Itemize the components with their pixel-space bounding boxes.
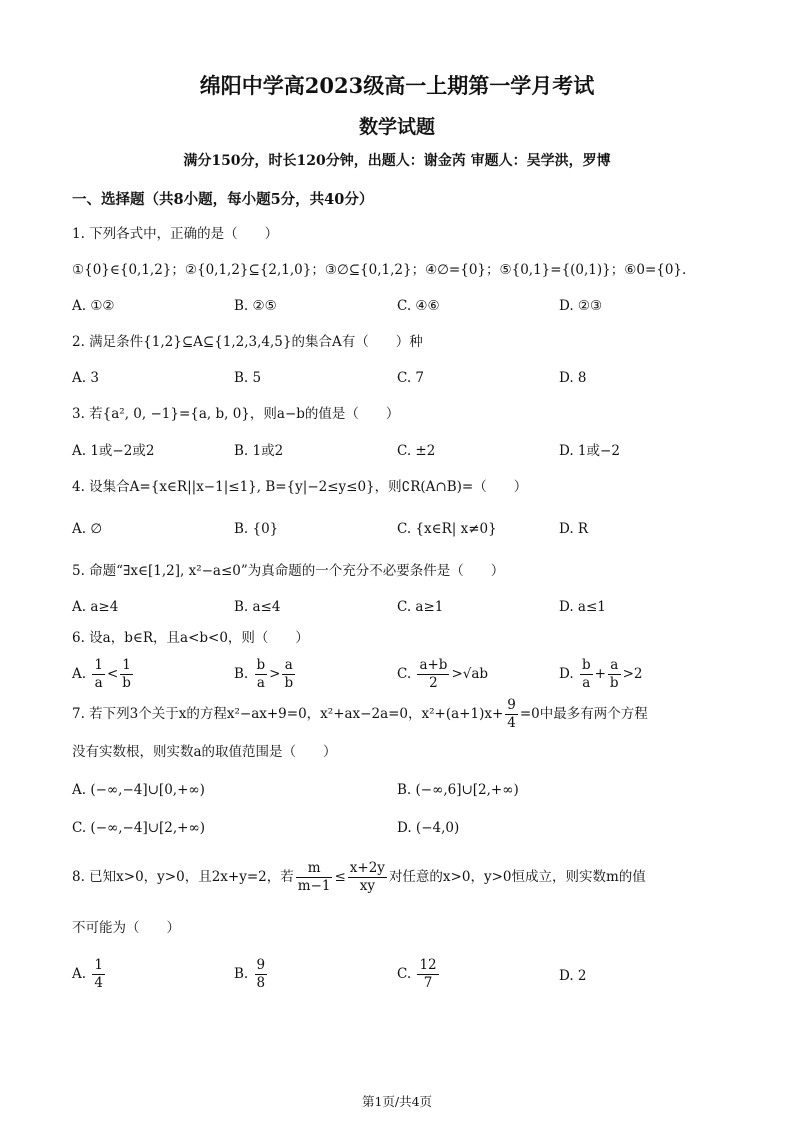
operator: < [106,666,119,682]
fraction-numerator: 12 [419,957,437,973]
fraction-numerator: b [581,657,591,673]
question-2-option-b: B. 5 [234,370,262,386]
question-8-stem [72,860,646,895]
fraction-denominator: a [582,675,591,691]
exam-subject: 数学试题 [358,116,435,138]
question-8-option-d: D. 2 [559,968,587,984]
option-label: C. [397,666,412,682]
question-4-stem: 4. 设集合A={x∈R||x−1|≤1}, B={y|−2≤y≤0}，则∁R(A∩B)=（ ） [72,479,528,495]
fraction [255,657,268,692]
operator: + [594,666,606,682]
fraction-denominator: 4 [94,975,103,991]
question-6-option-c [397,657,488,692]
question-2-option-a: A. 3 [72,370,99,386]
question-3-option-d: D. 1或−2 [559,443,620,459]
fraction-denominator: m−1 [297,878,331,894]
question-6-option-b [234,657,297,692]
stem-text: 对任意的x>0，y>0恒成立，则实数m的值 [388,869,646,885]
fraction [608,657,621,692]
question-3-option-b: B. 1或2 [234,443,284,459]
question-5-option-d: D. a≤1 [559,599,606,615]
question-8-option-c [397,957,441,992]
question-8-stem-line2: 不可能为（ ） [72,920,180,936]
question-2-stem: 2. 满足条件{1,2}⊆A⊆{1,2,3,4,5}的集合A有（ ）种 [72,334,423,350]
fraction-denominator: xy [359,878,375,894]
question-1-option-d: D. ②③ [559,298,603,314]
fraction [255,957,268,992]
option-label: B. [234,966,249,982]
option-label: A. [72,966,87,982]
exam-info: 满分150分，时长120分钟，出题人：谢金芮 审题人：吴学洪，罗博 [183,153,611,169]
fraction-numerator: 1 [94,657,103,673]
fraction [505,697,518,732]
question-7-option-a: A. (−∞,−4]∪[0,+∞) [72,782,205,798]
stem-text: 7. 若下列3个关于x的方程x²−ax+9=0，x²+ax−2a=0，x²+(a+1)x+ [72,706,504,722]
fraction [120,657,133,692]
inequality-rest: >√ab [451,666,489,682]
question-6-option-a [72,657,135,692]
question-4-option-c: C. {x∈R| x≠0} [397,521,497,537]
fraction-numerator: 1 [120,657,133,675]
fraction-denominator: 4 [507,715,516,731]
option-label: C. [397,966,412,982]
question-5-option-b: B. a≤4 [234,599,281,615]
question-1-option-c: C. ④⑥ [397,298,440,314]
question-1-statements: ①{0}∈{0,1,2}；②{0,1,2}⊆{2,1,0}；③∅⊆{0,1,2}；④∅={0}；⑤{0,1}={(0,1)}；⑥0={0}. [72,262,687,278]
fraction-numerator: a [608,657,621,675]
inequality-rest: >2 [622,666,643,682]
fraction-numerator: m [296,860,333,878]
question-7-option-c: C. (−∞,−4]∪[2,+∞) [72,820,205,836]
fraction-numerator: 9 [256,957,266,973]
fraction-denominator: b [284,675,294,691]
question-7-stem [72,697,648,732]
option-label: D. [559,666,574,682]
page-footer: 第1页/共4页 [361,1094,433,1109]
question-8-option-a [72,957,107,992]
fraction [348,860,387,895]
option-label: A. [72,666,87,682]
question-1-option-a: A. ①② [72,298,115,314]
fraction-numerator: 1 [94,957,103,973]
fraction-numerator: a [282,657,295,675]
exam-title: 绵阳中学高2023级高一上期第一学月考试 [199,73,595,98]
question-6-option-d [559,657,642,692]
fraction-numerator: b [256,657,266,673]
question-4-option-b: B. {0} [234,521,279,537]
operator: ≤ [334,869,346,885]
fraction [417,957,438,992]
question-6-stem: 6. 设a，b∈R，且a<b<0，则（ ） [72,630,309,646]
fraction [417,657,449,692]
fraction [580,657,593,692]
section-heading: 一、选择题（共8小题，每小题5分，共40分） [72,191,374,208]
question-7-option-d: D. (−4,0) [397,820,460,836]
question-2-option-d: D. 8 [559,370,587,386]
question-4-option-a: A. ∅ [72,521,103,537]
fraction-denominator: 8 [256,975,266,991]
fraction-denominator: a [256,675,265,691]
question-4-option-d: D. R [559,521,589,537]
fraction-denominator: 2 [429,675,438,691]
fraction-numerator: x+2y [349,860,385,876]
fraction-denominator: a [94,675,103,691]
question-5-stem: 5. 命题“∃x∈[1,2], x²−a≤0”为真命题的一个充分不必要条件是（ ） [72,563,505,579]
fraction-denominator: b [122,675,131,691]
question-3-stem: 3. 若{a², 0, −1}={a, b, 0}，则a−b的值是（ ） [72,406,400,422]
question-3-option-a: A. 1或−2或2 [72,443,155,459]
question-7-option-b: B. (−∞,6]∪[2,+∞) [397,782,519,798]
fraction [92,957,105,992]
question-3-option-c: C. ±2 [397,443,436,459]
question-1-option-b: B. ②⑤ [234,298,277,314]
question-1-stem: 1. 下列各式中，正确的是（ ） [72,226,279,242]
fraction [296,860,333,895]
fraction-denominator: b [609,675,619,691]
option-label: B. [234,666,249,682]
question-5-option-a: A. a≥4 [72,599,119,615]
fraction-denominator: 7 [423,975,433,991]
fraction [92,657,105,692]
fraction-numerator: 9 [507,697,516,713]
fraction [282,657,295,692]
stem-text: =0中最多有两个方程 [519,706,648,722]
question-7-stem-line2: 没有实数根，则实数a的取值范围是（ ） [72,744,337,760]
question-5-option-c: C. a≥1 [397,599,444,615]
question-2-option-c: C. 7 [397,370,425,386]
stem-text: 8. 已知x>0，y>0，且2x+y=2，若 [72,869,294,885]
fraction-numerator: a+b [419,657,448,673]
question-8-option-b [234,957,269,992]
operator: > [269,666,281,682]
